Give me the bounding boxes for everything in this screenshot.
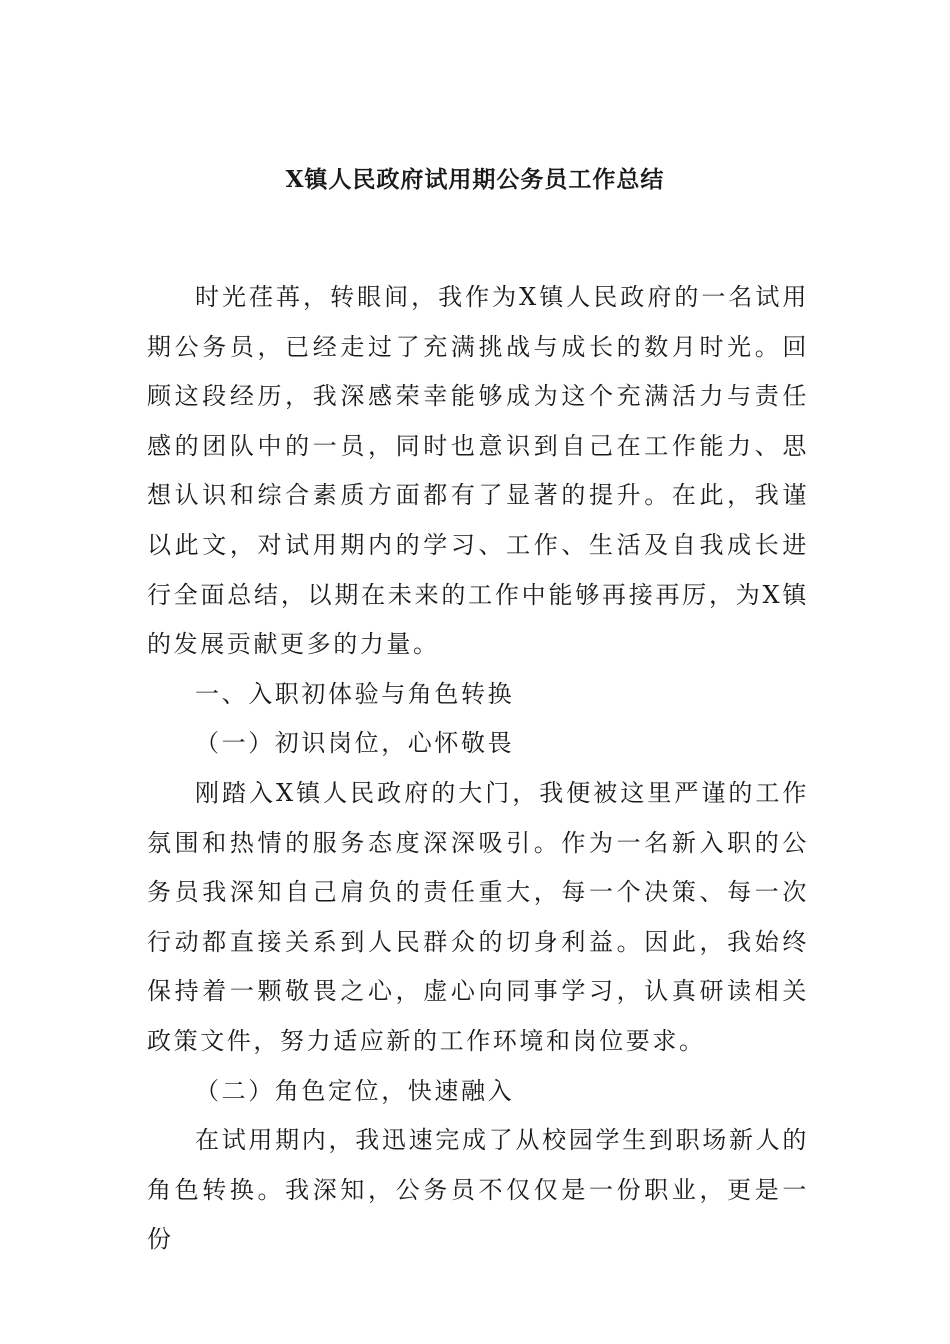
subsection-heading: （一）初识岗位，心怀敬畏 [195, 729, 515, 758]
intro-paragraph: 时光荏苒，转眼间，我作为X镇人民政府的一名试用期公务员，已经走过了充满挑战与成长的数月时光。回顾这段经历，我深感荣幸能够成为这个充满活力与责任感的团队中的一员，同时也意识到自己在工作能力、思想认识和综合素质方面都有了显著的提升。在此，我谨以此文，对试用期内的学习、工作、生活及自我成长进行全面总结，以期在未来的工作中能够再接再厉，为X镇的发展贡献更多的力量。 [147, 283, 809, 659]
body-paragraph: 在试用期内，我迅速完成了从校园学生到职场新人的角色转换。我深知，公务员不仅仅是一份职业，更是一份 [147, 1126, 809, 1254]
document-body [147, 273, 809, 1265]
subsection-heading: （二）角色定位，快速融入 [195, 1076, 515, 1105]
section-heading: 一、入职初体验与角色转换 [195, 679, 515, 708]
body-paragraph: 刚踏入X镇人民政府的大门，我便被这里严谨的工作氛围和热情的服务态度深深吸引。作为一名新入职的公务员我深知自己肩负的责任重大，每一个决策、每一次行动都直接关系到人民群众的切身利益。因此，我始终保持着一颗敬畏之心，虚心向同事学习，认真研读相关政策文件，努力适应新的工作环境和岗位要求。 [147, 778, 809, 1055]
document-title: X镇人民政府试用期公务员工作总结 [285, 166, 665, 193]
